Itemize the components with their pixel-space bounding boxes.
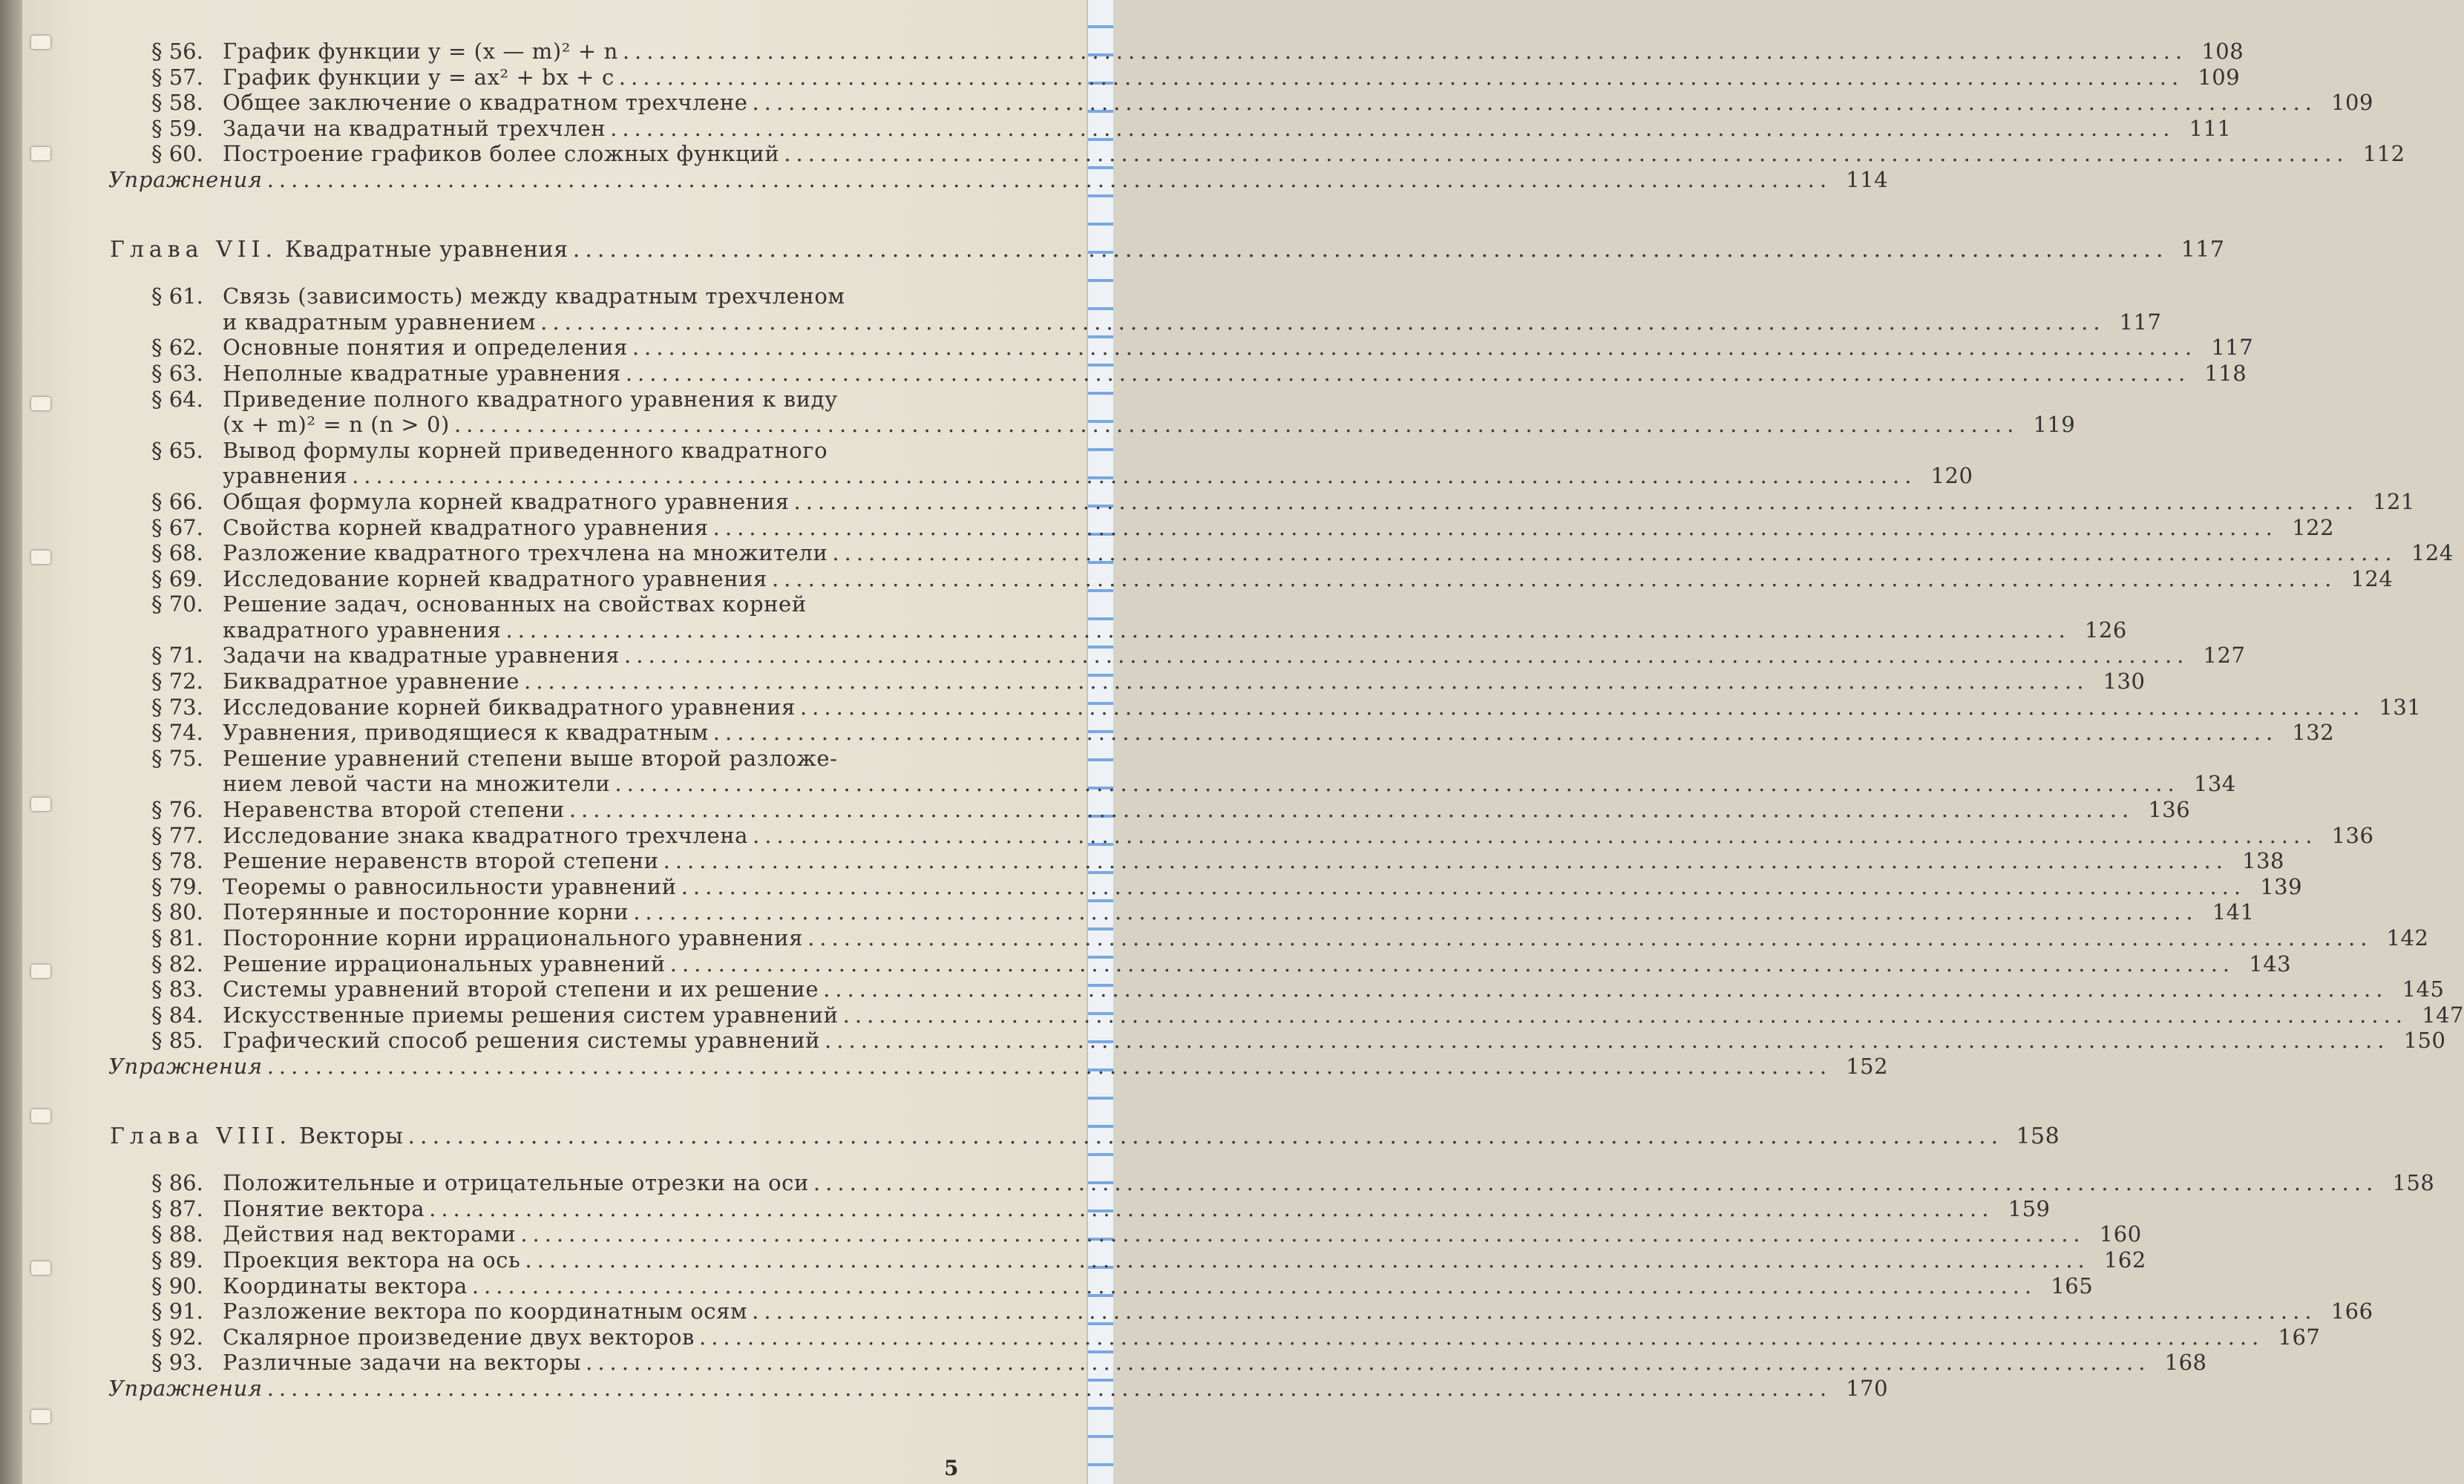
section-page: 145 [2402,976,2445,1002]
exercises-title: Упражнения [108,1053,263,1079]
toc-entry [104,976,2445,1002]
toc-entry [104,899,2255,925]
section-number: § 82. [151,951,203,976]
dot-leader: .................................................................................................................................. [663,848,2228,874]
section-title: уравнения [223,463,348,489]
toc-block-ch6 [104,39,2405,167]
section-title: График функции y = (x — m)² + n [223,39,618,64]
toc-entry [104,438,950,464]
binding-stitch [31,965,50,978]
section-title: Задачи на квадратные уравнения [223,643,620,669]
toc-entry [104,283,950,309]
section-page: 117 [2119,309,2162,335]
section-page: 109 [2198,64,2241,90]
section-page: 160 [2099,1221,2142,1247]
section-page: 166 [2330,1298,2373,1324]
toc-entry [104,591,950,617]
toc-entry [104,1170,2435,1196]
dot-leader: .................................................................................................................................. [586,1350,2151,1376]
dot-leader: .................................................................................................................................. [624,643,2189,669]
section-number: § 65. [151,437,203,463]
section-page: 141 [2212,899,2255,925]
section-page: 112 [2362,141,2405,167]
dot-leader: .................................................................................................................................. [429,1195,1994,1221]
dot-leader: .................................................................................................................................. [471,1273,2037,1298]
toc-entry [104,565,2393,592]
section-number: § 78. [151,848,203,874]
toc-entry [104,309,2162,335]
section-page: 134 [2193,771,2236,797]
section-title: нием левой части на множители [223,771,611,797]
section-page: 136 [2148,797,2191,823]
toc-entry [104,1195,2051,1222]
toc-block-ch7 [104,283,2464,1054]
section-page: 108 [2201,39,2244,64]
section-title: Неравенства второй степени [223,797,565,823]
exercises-page: 170 [1846,1375,1889,1401]
section-title: Основные понятия и определения [223,335,628,361]
section-title: Координаты вектора [223,1273,468,1298]
toc-entry [104,335,2254,361]
section-title: и квадратным уравнением [223,309,537,335]
chapter-page: 158 [2016,1123,2060,1149]
section-number: § 74. [151,720,203,746]
section-page: 109 [2331,90,2373,116]
dot-leader: .................................................................................................................................. [793,488,2359,514]
binding-stitch [31,1261,50,1275]
toc-entry [104,540,2454,566]
dot-leader: .................................................................................................................................. [352,463,1917,489]
dot-leader: .................................................................................................................................. [842,1002,2408,1028]
dot-leader: .................................................................................................................................. [771,565,2337,591]
section-number: § 69. [151,565,203,591]
dot-leader: .................................................................................................................................. [524,669,2089,695]
dot-leader: .................................................................................................................................. [266,166,1832,192]
section-title: Связь (зависимость) между квадратным трехчленом [223,283,845,309]
dot-leader: .................................................................................................................................. [825,1028,2390,1054]
section-number: § 90. [151,1273,203,1298]
binding-stitch [31,397,50,410]
exercises-entry [104,166,1889,193]
section-title: Положительные и отрицательные отрезки на оси [223,1170,809,1196]
chapter-heading [104,1123,2060,1150]
exercises-title: Упражнения [108,1375,263,1401]
exercises-entry [104,1053,1889,1080]
toc-entry [104,463,1973,489]
toc-entry [104,64,2241,91]
toc-entry [104,90,2373,116]
section-title: Системы уравнений второй степени и их решение [223,976,819,1002]
toc-entry [104,848,2284,874]
dot-leader: .................................................................................................................................. [618,64,2184,90]
section-page: 111 [2189,115,2232,141]
section-page: 165 [2051,1273,2094,1298]
section-page: 138 [2242,848,2284,874]
dot-leader: .................................................................................................................................. [832,540,2397,566]
binding-stitch [31,798,50,811]
section-page: 162 [2103,1247,2146,1273]
toc-entry [104,1350,2207,1376]
exercises-entry [104,1375,1889,1402]
exercises-page: 114 [1846,166,1889,192]
section-title: Искусственные приемы решения систем уравнений [223,1002,839,1028]
section-number: § 85. [151,1028,203,1054]
section-title: Решение неравенств второй степени [223,848,659,874]
section-number: § 61. [151,283,203,309]
section-title: Неполные квадратные уравнения [223,360,621,386]
section-number: § 88. [151,1221,203,1247]
chapter-heading [104,236,2225,263]
section-number: § 79. [151,873,203,899]
section-number: § 91. [151,1298,203,1324]
section-title: Проекция вектора на ось [223,1247,521,1273]
section-title: Построение графиков более сложных функций [223,141,780,167]
binding-stitch [31,36,50,49]
section-title: Свойства корней квадратного уравнения [223,514,709,540]
section-title: Исследование корней квадратного уравнения [223,565,767,591]
section-number: § 76. [151,797,203,823]
chapter-label: Глава VIII. [110,1123,292,1149]
toc-block-ch8 [104,1170,2435,1376]
toc-entry [104,360,2247,387]
toc-entry [104,1298,2373,1324]
section-number: § 56. [151,39,203,64]
dot-leader: .................................................................................................................................. [625,360,2191,386]
section-title: Решение иррациональных уравнений [223,951,666,976]
toc-entry [104,925,2429,951]
toc-entry [104,873,2303,900]
dot-leader: .................................................................................................................................. [753,822,2318,848]
section-title: Общая формула корней квадратного уравнения [223,488,790,514]
section-page: 142 [2386,925,2429,951]
dot-leader: .................................................................................................................................. [712,514,2278,540]
dot-leader: .................................................................................................................................. [807,925,2373,951]
section-title: Разложение квадратного трехчлена на множители [223,540,828,566]
section-number: § 57. [151,64,203,90]
section-page: 132 [2292,720,2335,746]
toc-entry [104,1221,2142,1247]
dot-leader: .................................................................................................................................. [520,1221,2085,1247]
section-page: 120 [1930,463,1973,489]
toc-entry [104,822,2374,849]
section-page: 121 [2373,488,2415,514]
section-number: § 64. [151,386,203,412]
dot-leader: .................................................................................................................................. [572,236,2169,263]
section-number: § 83. [151,976,203,1002]
dot-leader: .................................................................................................................................. [681,873,2247,899]
section-number: § 77. [151,822,203,848]
section-page: 117 [2211,335,2254,361]
section-title: Решение задач, основанных на свойствах корней [223,591,807,617]
section-page: 124 [2350,565,2393,591]
section-title: Задачи на квадратный трехчлен [223,115,606,141]
section-number: § 80. [151,899,203,925]
section-title: Разложение вектора по координатным осям [223,1298,748,1324]
dot-leader: .................................................................................................................................. [823,976,2388,1002]
section-number: § 70. [151,591,203,617]
section-page: 136 [2331,822,2374,848]
toc-entry [104,1273,2094,1299]
section-title: Понятие вектора [223,1195,425,1221]
section-title: квадратного уравнения [223,617,502,643]
section-number: § 58. [151,90,203,116]
dot-leader: .................................................................................................................................. [799,694,2365,720]
section-title: Общее заключение о квадратном трехчлене [223,90,748,116]
section-title: Уравнения, приводящиеся к квадратным [223,720,709,746]
section-title: Вывод формулы корней приведенного квадратного [223,437,828,463]
section-number: § 93. [151,1350,203,1376]
section-title: Теоремы о равносильности уравнений [223,873,677,899]
toc-entry [104,720,2335,746]
dot-leader: .................................................................................................................................. [453,412,2019,438]
section-number: § 89. [151,1247,203,1273]
dot-leader: .................................................................................................................................. [633,899,2198,925]
section-number: § 59. [151,115,203,141]
section-number: § 72. [151,669,203,695]
section-number: § 84. [151,1002,203,1028]
section-page: 119 [2033,412,2076,438]
dot-leader: .................................................................................................................................. [525,1247,2090,1273]
dot-leader: .................................................................................................................................. [407,1123,2004,1149]
section-title: Биквадратное уравнение [223,669,520,695]
chapter-page: 117 [2180,236,2225,263]
section-page: 143 [2249,951,2292,976]
dot-leader: .................................................................................................................................. [540,309,2106,335]
section-page: 150 [2403,1028,2446,1054]
dot-leader: .................................................................................................................................. [266,1375,1832,1401]
toc-entry [104,488,2415,515]
section-number: § 73. [151,694,203,720]
section-number: § 86. [151,1170,203,1196]
section-number: § 62. [151,335,203,361]
section-page: 139 [2260,873,2303,899]
section-title: Посторонние корни иррационального уравнения [223,925,804,951]
toc-entry [104,141,2405,167]
section-page: 126 [2084,617,2127,643]
toc-entry [104,771,2236,797]
section-title: Приведение полного квадратного уравнения к виду [223,386,838,412]
toc-entry [104,797,2191,823]
toc-entry [104,1247,2146,1273]
exercises-title: Упражнения [108,166,263,192]
dot-leader: .................................................................................................................................. [752,1298,2317,1324]
dot-leader: .................................................................................................................................. [266,1053,1832,1079]
book-gutter [0,0,22,1484]
dot-leader: .................................................................................................................................. [813,1170,2379,1196]
page-number: 5 [944,1456,959,1480]
section-page: 168 [2164,1350,2207,1376]
section-title: Скалярное произведение двух векторов [223,1324,695,1350]
chapter-title: Векторы [299,1123,404,1149]
section-title: Различные задачи на векторы [223,1350,582,1376]
section-page: 127 [2203,643,2246,669]
dot-leader: .................................................................................................................................. [752,90,2317,116]
toc-entry [104,643,2246,669]
chapter-label: Глава VII. [110,236,278,263]
exercises-page: 152 [1846,1053,1889,1079]
section-page: 167 [2278,1324,2321,1350]
section-number: § 87. [151,1195,203,1221]
chapter-title: Квадратные уравнения [285,236,569,263]
section-number: § 75. [151,745,203,771]
toc-entry [104,514,2335,541]
toc-entry [104,694,2422,720]
section-page: 131 [2379,694,2422,720]
section-page: 159 [2008,1195,2051,1221]
table-of-contents [104,39,2464,1402]
toc-entry [104,951,2292,977]
toc-entry [104,387,950,413]
section-number: § 66. [151,488,203,514]
toc-entry [104,1028,2446,1054]
toc-entry [104,1324,2321,1350]
dot-leader: .................................................................................................................................. [622,39,2188,64]
binding-stitch [31,147,50,160]
section-number: § 71. [151,643,203,669]
binding-stitch [31,1109,50,1123]
section-title: Действия над векторами [223,1221,517,1247]
section-title: Исследование знака квадратного трехчлена [223,822,749,848]
toc-entry [104,1002,2464,1028]
section-title: График функции y = ax² + bx + c [223,64,615,90]
section-page: 124 [2411,540,2454,566]
section-page: 118 [2204,360,2247,386]
toc-entry [104,617,2127,643]
section-title: (x + m)² = n (n > 0) [223,412,450,438]
section-title: Решение уравнений степени выше второй разложе- [223,745,838,771]
dot-leader: .................................................................................................................................. [712,720,2278,746]
toc-entry [104,746,950,772]
section-number: § 81. [151,925,203,951]
toc-entry [104,669,2146,695]
dot-leader: .................................................................................................................................. [698,1324,2264,1350]
section-number: § 92. [151,1324,203,1350]
toc-entry [104,115,2232,142]
dot-leader: .................................................................................................................................. [784,141,2349,167]
dot-leader: .................................................................................................................................. [669,951,2235,976]
binding-stitch [31,551,50,564]
section-number: § 60. [151,141,203,167]
section-title: Графический способ решения системы уравнений [223,1028,821,1054]
dot-leader: .................................................................................................................................. [569,797,2134,823]
section-number: § 68. [151,540,203,566]
section-number: § 63. [151,360,203,386]
section-title: Потерянные и посторонние корни [223,899,629,925]
section-page: 147 [2422,1002,2464,1028]
section-page: 158 [2392,1170,2435,1196]
section-page: 130 [2103,669,2146,695]
dot-leader: .................................................................................................................................. [615,771,2180,797]
toc-entry [104,412,2076,438]
dot-leader: .................................................................................................................................. [505,617,2071,643]
section-number: § 67. [151,514,203,540]
dot-leader: .................................................................................................................................. [632,335,2198,361]
toc-entry [104,39,2244,65]
section-title: Исследование корней биквадратного уравнения [223,694,796,720]
binding-stitch [31,1410,50,1423]
dot-leader: .................................................................................................................................. [610,115,2175,141]
section-page: 122 [2292,514,2335,540]
